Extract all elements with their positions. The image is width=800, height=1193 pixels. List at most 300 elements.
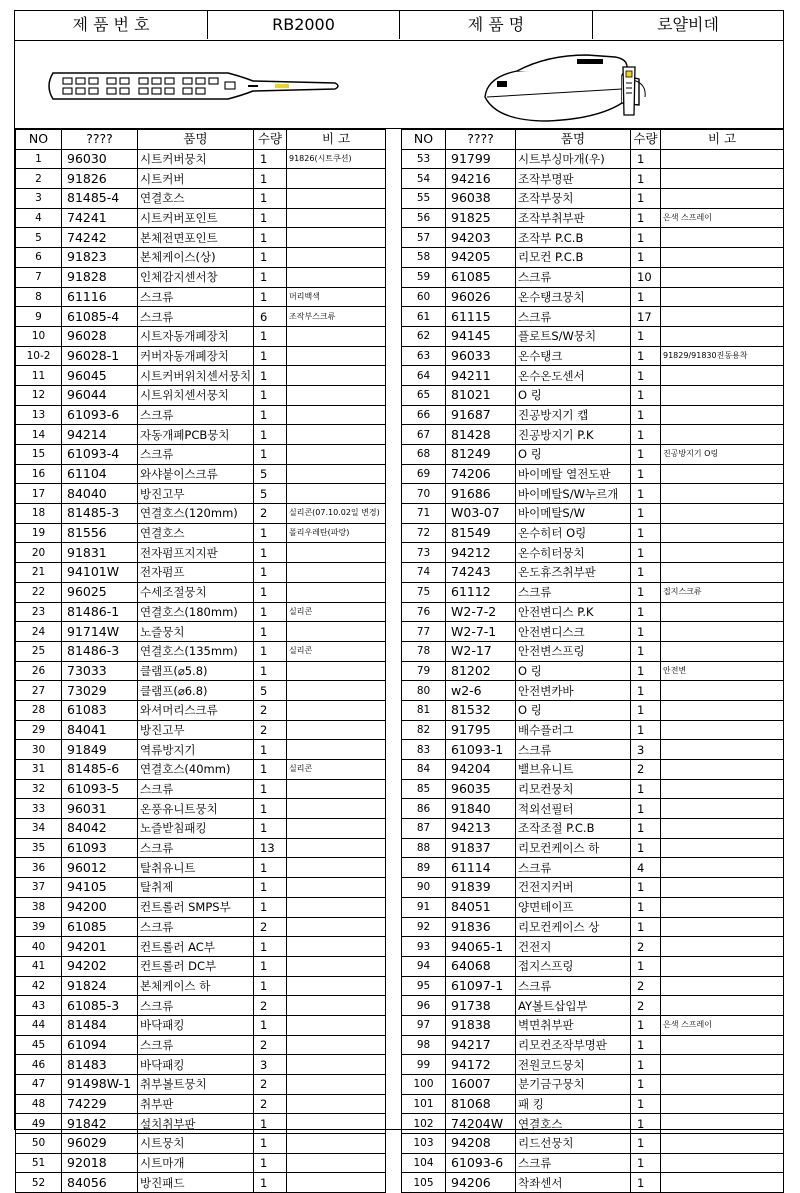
table-row [402,149,784,169]
table-row [402,996,784,1016]
part-qty: 1 [631,582,661,602]
part-name: 탈취유니트 [138,858,254,878]
part-remark [661,858,784,878]
table-row [402,1035,784,1055]
part-name: 연결호스(120mm) [138,504,254,524]
part-no: 60 [402,287,446,307]
table-row [16,917,386,937]
product-no-label: 제 품 번 호 [15,11,208,39]
part-remark: 실리콘 [287,602,386,622]
part-name: 양면테이프 [516,897,631,917]
part-code: 61093-1 [446,740,516,760]
part-code: 91825 [446,208,516,228]
table-row [16,1134,386,1154]
part-code: 61085-4 [62,307,138,327]
part-no: 29 [16,720,62,740]
part-remark: 진공방지기 O링 [661,445,784,465]
part-no: 39 [16,917,62,937]
part-code: 16007 [446,1075,516,1095]
part-no: 2 [16,169,62,189]
table-row [16,464,386,484]
table-row [402,956,784,976]
part-qty: 17 [631,307,661,327]
part-name: 착좌센서 [516,1173,631,1193]
table-row [16,149,386,169]
table-row [16,838,386,858]
table-row [402,523,784,543]
part-no: 47 [16,1075,62,1095]
table-header-row [402,130,784,150]
part-remark [661,484,784,504]
part-remark [661,720,784,740]
table-row [16,760,386,780]
table-row [16,681,386,701]
part-qty: 2 [254,1035,287,1055]
table-row [16,248,386,268]
col-qty: 수량 [254,130,287,150]
part-qty: 5 [254,681,287,701]
part-code: 91836 [446,917,516,937]
part-remark [287,208,386,228]
part-no: 67 [402,425,446,445]
part-code: 61104 [62,464,138,484]
part-name: 바이메탈 열전도판 [516,464,631,484]
part-remark [287,169,386,189]
part-name: 안전변디스크 [516,622,631,642]
part-remark [661,976,784,996]
part-remark [287,1134,386,1154]
part-code: 61097-1 [446,976,516,996]
part-code: 74241 [62,208,138,228]
part-no: 90 [402,878,446,898]
part-remark [661,385,784,405]
part-name: 연결호스 [516,1114,631,1134]
part-no: 72 [402,523,446,543]
part-remark [287,661,386,681]
part-name: 전원코드뭉치 [516,1055,631,1075]
part-remark [287,917,386,937]
col-code: ???? [62,130,138,150]
part-code: 61083 [62,700,138,720]
part-code: 94204 [446,760,516,780]
part-code: 64068 [446,956,516,976]
part-no: 8 [16,287,62,307]
part-no: 89 [402,858,446,878]
part-remark [287,838,386,858]
part-qty: 1 [631,1075,661,1095]
part-no: 16 [16,464,62,484]
part-name: 안전변디스 P.K [516,602,631,622]
part-name: 온수탱크뭉치 [516,287,631,307]
part-qty: 2 [254,1075,287,1095]
part-remark [661,700,784,720]
part-name: 조작조절 P.C.B [516,819,631,839]
part-code: 91824 [62,976,138,996]
part-qty: 2 [254,917,287,937]
part-name: 방진고무 [138,484,254,504]
part-no: 82 [402,720,446,740]
part-remark [661,602,784,622]
part-code: 91831 [62,543,138,563]
table-row [402,346,784,366]
part-no: 6 [16,248,62,268]
part-qty: 1 [254,956,287,976]
part-code: 81485-6 [62,760,138,780]
part-code: 61093 [62,838,138,858]
part-remark [287,582,386,602]
part-name: 연결호스(180mm) [138,602,254,622]
part-remark [661,1153,784,1173]
table-row [16,267,386,287]
part-qty: 1 [631,287,661,307]
table-row [16,425,386,445]
part-qty: 1 [631,208,661,228]
part-name: 안전변스프링 [516,641,631,661]
part-remark [661,267,784,287]
part-no: 19 [16,523,62,543]
table-row [402,1075,784,1095]
part-qty: 4 [631,858,661,878]
part-qty: 1 [631,366,661,386]
part-code: 91714W [62,622,138,642]
part-name: 스크류 [138,405,254,425]
col-no: NO [402,130,446,150]
table-row [402,1173,784,1193]
table-row [402,1153,784,1173]
part-no: 57 [402,228,446,248]
part-name: 스크류 [138,1035,254,1055]
part-name: 분기금구뭉치 [516,1075,631,1095]
part-remark [287,248,386,268]
table-row [402,582,784,602]
table-row [402,1055,784,1075]
part-no: 92 [402,917,446,937]
part-name: 클램프(⌀6.8) [138,681,254,701]
part-qty: 1 [631,956,661,976]
part-code: W2-17 [446,641,516,661]
table-row [16,405,386,425]
part-remark [287,464,386,484]
part-name: 컨트롤러 DC부 [138,956,254,976]
part-qty: 1 [254,858,287,878]
part-qty: 1 [254,582,287,602]
part-name: 컨트롤러 SMPS부 [138,897,254,917]
part-qty: 1 [254,740,287,760]
part-remark [661,248,784,268]
part-qty: 1 [254,661,287,681]
part-qty: 3 [254,1055,287,1075]
part-qty: 1 [254,445,287,465]
part-no: 31 [16,760,62,780]
part-qty: 1 [254,1153,287,1173]
part-remark [287,405,386,425]
part-name: O 링 [516,661,631,681]
part-no: 58 [402,248,446,268]
part-code: 61085-3 [62,996,138,1016]
col-code: ???? [446,130,516,150]
part-qty: 1 [631,563,661,583]
part-no: 24 [16,622,62,642]
table-row [402,1015,784,1035]
part-no: 76 [402,602,446,622]
part-no: 73 [402,543,446,563]
part-code: 91837 [446,838,516,858]
table-row [16,445,386,465]
part-code: 94205 [446,248,516,268]
part-no: 102 [402,1114,446,1134]
part-name: 바이메탈S/W [516,504,631,524]
part-code: 81486-1 [62,602,138,622]
part-qty: 2 [254,720,287,740]
part-qty: 1 [254,602,287,622]
part-no: 21 [16,563,62,583]
part-code: 81549 [446,523,516,543]
part-qty: 1 [254,228,287,248]
table-row [16,740,386,760]
part-remark: 은색 스프레이 [661,208,784,228]
part-name: 온도휴즈취부판 [516,563,631,583]
table-row [402,878,784,898]
part-no: 9 [16,307,62,327]
part-code: 94105 [62,878,138,898]
part-name: 배수플러그 [516,720,631,740]
part-remark [661,641,784,661]
part-no: 95 [402,976,446,996]
part-name: 취부판 [138,1094,254,1114]
part-name: 와셔머리스크류 [138,700,254,720]
product-no: RB2000 [208,11,400,39]
part-code: 94145 [446,326,516,346]
part-name: 연결호스 [138,189,254,209]
part-qty: 1 [631,425,661,445]
table-row [402,1114,784,1134]
part-no: 52 [16,1173,62,1193]
part-remark [661,956,784,976]
part-qty: 1 [631,248,661,268]
part-code: 96033 [446,346,516,366]
part-remark [287,425,386,445]
part-code: 61093-4 [62,445,138,465]
part-remark [661,1134,784,1154]
part-qty: 2 [254,504,287,524]
col-remark: 비 고 [287,130,386,150]
part-code: 73029 [62,681,138,701]
table-row [402,366,784,386]
part-name: 탈취제 [138,878,254,898]
part-remark [661,937,784,957]
part-code: 94213 [446,819,516,839]
part-no: 59 [402,267,446,287]
part-code: w2-6 [446,681,516,701]
part-remark [287,326,386,346]
table-row [16,1035,386,1055]
part-qty: 1 [631,385,661,405]
part-no: 34 [16,819,62,839]
table-row [16,937,386,957]
part-no: 62 [402,326,446,346]
part-qty: 1 [631,445,661,465]
part-code: 91838 [446,1015,516,1035]
part-remark [661,681,784,701]
part-name: 시트커버 [138,169,254,189]
part-no: 56 [402,208,446,228]
part-qty: 1 [254,563,287,583]
part-no: 85 [402,779,446,799]
part-remark [661,425,784,445]
part-remark [287,228,386,248]
product-images-row [15,41,783,129]
part-code: 96012 [62,858,138,878]
part-code: 61093-6 [446,1153,516,1173]
part-no: 78 [402,641,446,661]
part-remark [287,543,386,563]
table-row [16,523,386,543]
part-remark [661,307,784,327]
part-remark [661,149,784,169]
table-row [16,799,386,819]
part-remark [287,878,386,898]
part-code: 84042 [62,819,138,839]
part-no: 22 [16,582,62,602]
part-code: 81021 [446,385,516,405]
part-name: 진공방지기 P.K [516,425,631,445]
part-qty: 1 [254,267,287,287]
col-remark: 비 고 [661,130,784,150]
table-row [16,326,386,346]
part-remark [661,1055,784,1075]
part-qty: 1 [631,1173,661,1193]
part-remark [287,346,386,366]
table-row [402,1094,784,1114]
part-qty: 2 [631,976,661,996]
part-code: W2-7-1 [446,622,516,642]
part-qty: 1 [254,1173,287,1193]
table-row [16,385,386,405]
col-no: NO [16,130,62,150]
part-remark [661,779,784,799]
remote-control-drawing [619,63,639,119]
part-no: 99 [402,1055,446,1075]
part-name: 리모컨 P.C.B [516,248,631,268]
part-code: 94214 [62,425,138,445]
table-row [16,563,386,583]
part-code: 91828 [62,267,138,287]
part-no: 103 [402,1134,446,1154]
part-remark [661,799,784,819]
part-no: 91 [402,897,446,917]
table-row [16,1015,386,1035]
part-code: 61094 [62,1035,138,1055]
part-no: 40 [16,937,62,957]
table-row [402,917,784,937]
table-row [16,582,386,602]
header-row [15,11,783,41]
part-code: 74229 [62,1094,138,1114]
table-row [402,425,784,445]
part-name: 시트커버포인트 [138,208,254,228]
part-name: 스크류 [138,917,254,937]
part-no: 15 [16,445,62,465]
part-qty: 1 [631,504,661,524]
table-row [402,287,784,307]
part-name: 수세조절뭉치 [138,582,254,602]
part-qty: 13 [254,838,287,858]
table-row [16,208,386,228]
table-row [402,720,784,740]
part-no: 94 [402,956,446,976]
part-code: 61114 [446,858,516,878]
part-remark [287,484,386,504]
part-code: 91842 [62,1114,138,1134]
part-code: 81202 [446,661,516,681]
table-row [402,445,784,465]
part-name: 인체감지센서창 [138,267,254,287]
part-remark [661,996,784,1016]
part-name: 방진고무 [138,720,254,740]
part-qty: 5 [254,464,287,484]
part-name: 바닥패킹 [138,1055,254,1075]
part-remark [287,445,386,465]
part-code: 84041 [62,720,138,740]
table-row [16,504,386,524]
part-qty: 3 [631,740,661,760]
part-name: 스크류 [138,445,254,465]
part-remark [287,819,386,839]
part-remark [287,563,386,583]
parts-sheet [14,10,784,1190]
part-qty: 1 [254,976,287,996]
col-name: 품명 [138,130,254,150]
part-no: 66 [402,405,446,425]
part-name: 건전지 [516,937,631,957]
table-row [16,307,386,327]
part-name: 밸브유니트 [516,760,631,780]
part-name: 와샤붙이스크류 [138,464,254,484]
table-row [16,641,386,661]
part-code: 61112 [446,582,516,602]
table-row [16,976,386,996]
part-qty: 1 [631,1153,661,1173]
part-qty: 1 [254,523,287,543]
part-name: 시트뭉치 [138,1134,254,1154]
table-row [16,366,386,386]
part-qty: 1 [254,897,287,917]
part-code: 81532 [446,700,516,720]
part-code: 94212 [446,543,516,563]
part-code: 91738 [446,996,516,1016]
part-name: 본체전면포인트 [138,228,254,248]
part-name: O 링 [516,445,631,465]
part-qty: 1 [631,799,661,819]
part-name: 취부볼트뭉치 [138,1075,254,1095]
part-name: O 링 [516,385,631,405]
table-row [16,622,386,642]
part-no: 17 [16,484,62,504]
part-code: 94065-1 [446,937,516,957]
part-no: 33 [16,799,62,819]
part-no: 32 [16,779,62,799]
table-row [402,602,784,622]
part-name: 진공방지기 캡 [516,405,631,425]
part-name: 바이메탈S/W누르개 [516,484,631,504]
part-qty: 10 [631,267,661,287]
part-name: 리모컨조작부명판 [516,1035,631,1055]
table-row [402,740,784,760]
part-no: 81 [402,700,446,720]
part-qty: 1 [631,464,661,484]
part-remark [287,366,386,386]
part-qty: 2 [631,760,661,780]
